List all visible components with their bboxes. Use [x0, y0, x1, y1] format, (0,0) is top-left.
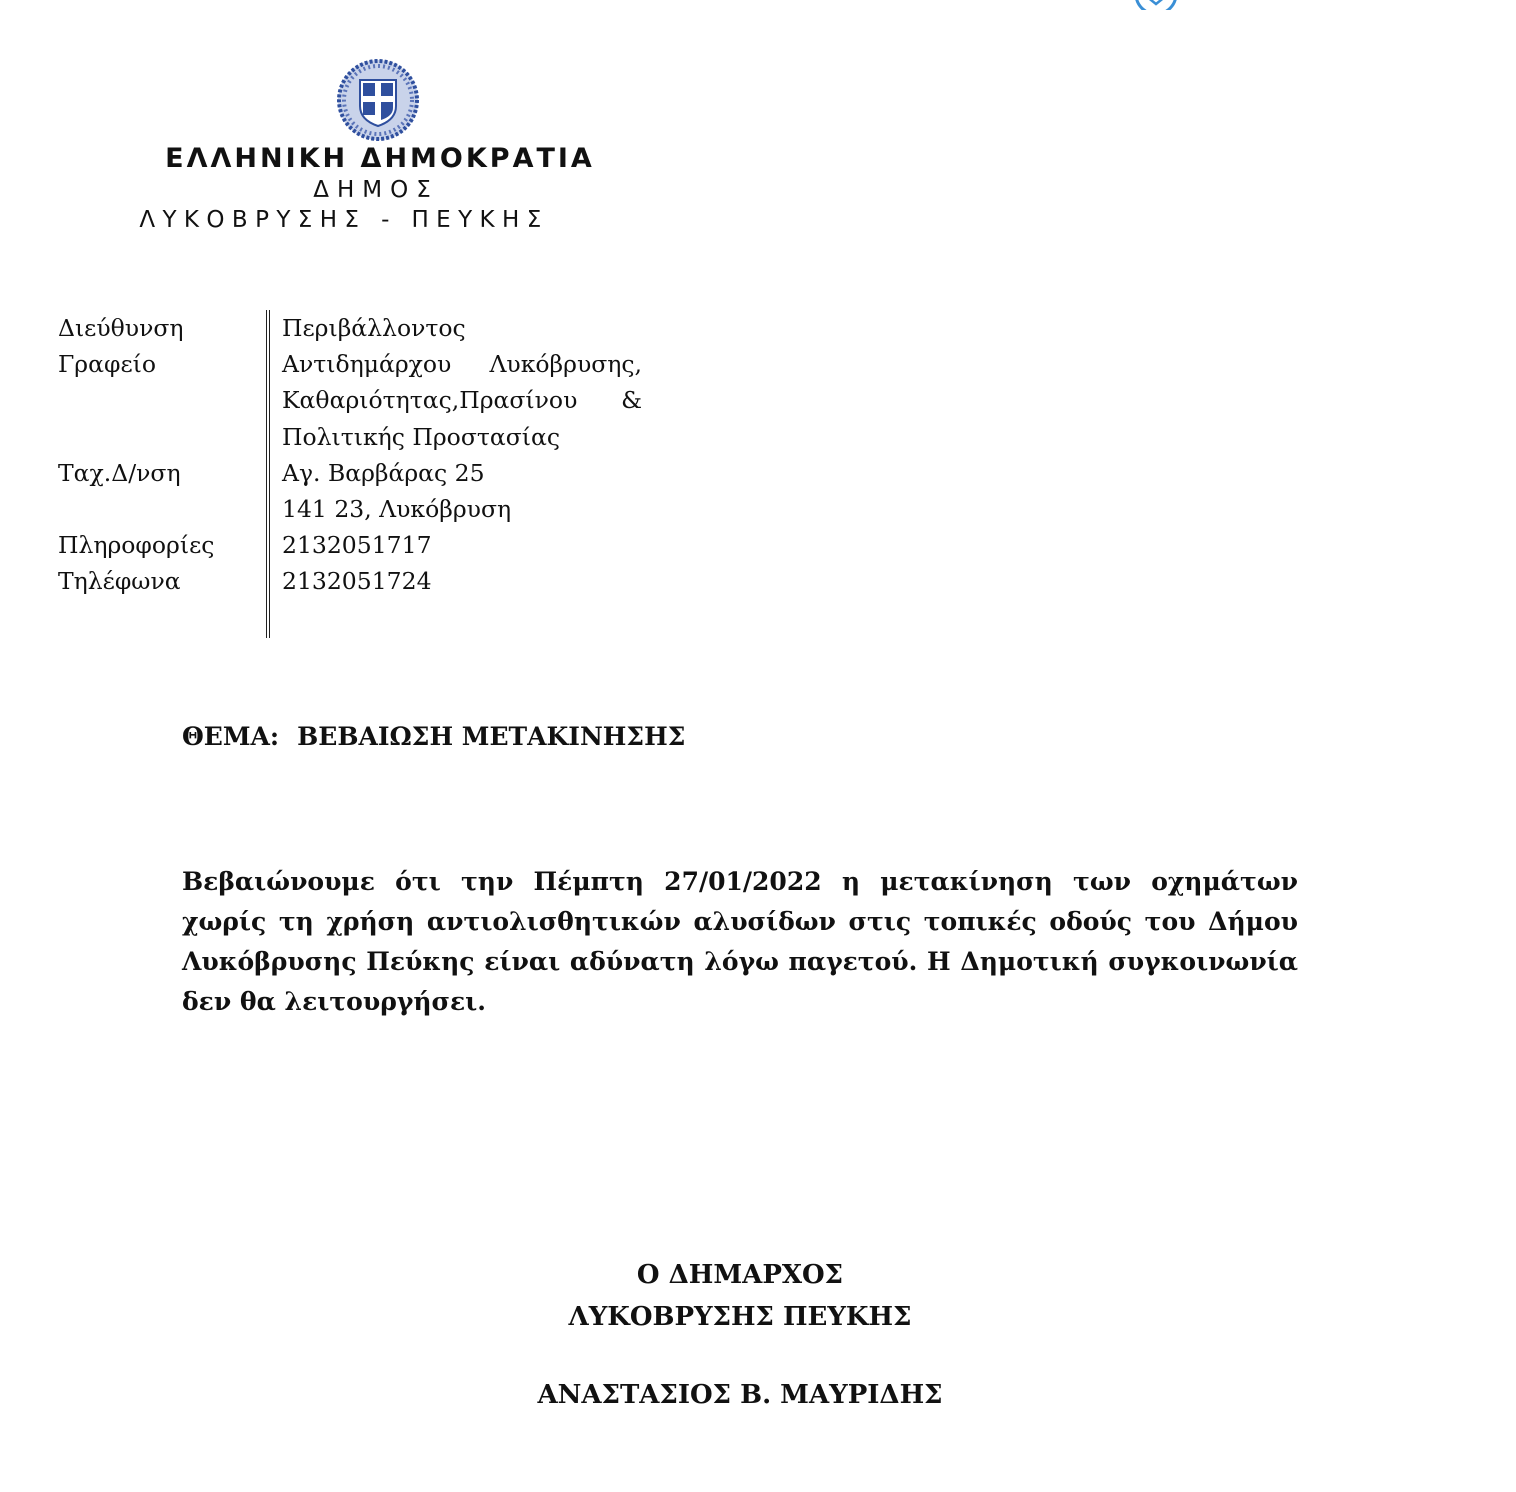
- divider-line: [269, 310, 270, 638]
- body-paragraph: Βεβαιώνουμε ότι την Πέμπτη 27/01/2022 η μετακίνηση των οχημάτων χωρίς τη χρήση αντιολισθητικών αλυσίδων στις τοπικές οδούς του Δήμου Λυκόβρυσης Πεύκης είναι αδύνατη λόγω παγετού. Η Δημοτική συγκοινωνία δεν θα λειτουργήσει.: [182, 867, 1298, 1016]
- value-address-line2: 141 23, Λυκόβρυση: [282, 494, 512, 523]
- header-dimos: ΔΗΜΟΣ: [313, 177, 439, 203]
- subject-line: [182, 722, 685, 751]
- divider-line: [266, 310, 267, 638]
- label-spacer: [58, 491, 263, 527]
- label-spacer: [58, 419, 263, 455]
- value-office-line3: Πολιτικής Προστασίας: [282, 422, 561, 451]
- signature-municipality: ΛΥΚΟΒΡΥΣΗΣ ΠΕΥΚΗΣ: [568, 1302, 912, 1332]
- value-office-line2-b: &: [621, 386, 642, 415]
- value-phone2: 2132051724: [282, 567, 432, 596]
- header-municipality: ΛΥΚΟΒΡΥΣΗΣ - ΠΕΥΚΗΣ: [139, 207, 549, 233]
- value-office-line1: [282, 346, 642, 382]
- value-phone1: 2132051717: [282, 531, 432, 560]
- subject-text: ΒΕΒΑΙΩΣΗ ΜΕΤΑΚΙΝΗΣΗΣ: [297, 722, 686, 751]
- signature-title: Ο ΔΗΜΑΡΧΟΣ: [636, 1260, 844, 1290]
- circular-logo-icon: [1132, 0, 1180, 10]
- label-spacer: [58, 382, 263, 418]
- info-values: [282, 310, 682, 600]
- greek-coat-of-arms-icon: [336, 58, 420, 142]
- value-office-line2: [282, 382, 642, 418]
- subject-label: ΘΕΜΑ:: [182, 722, 280, 751]
- value-address-line1: Αγ. Βαρβάρας 25: [282, 458, 485, 487]
- label-office: Γραφείο: [58, 350, 156, 379]
- label-phones: Τηλέφωνα: [58, 567, 181, 596]
- label-information: Πληροφορίες: [58, 531, 215, 560]
- value-office-line2-a: Καθαριότητας,Πρασίνου: [282, 386, 578, 415]
- value-office-line1-b: Λυκόβρυσης,: [489, 350, 642, 379]
- label-department: Διεύθυνση: [58, 314, 184, 342]
- contact-info-block: [58, 310, 698, 640]
- signature-name: ΑΝΑΣΤΑΣΙΟΣ Β. ΜΑΥΡΙΔΗΣ: [537, 1380, 943, 1410]
- header-republic: ΕΛΛΗΝΙΚΗ ΔΗΜΟΚΡΑΤΙΑ: [165, 143, 595, 174]
- value-department: Περιβάλλοντος: [282, 314, 466, 342]
- label-postal: Ταχ.Δ/νση: [58, 458, 181, 487]
- value-office-line1-a: Αντιδημάρχου: [282, 350, 452, 379]
- info-labels: [58, 310, 263, 600]
